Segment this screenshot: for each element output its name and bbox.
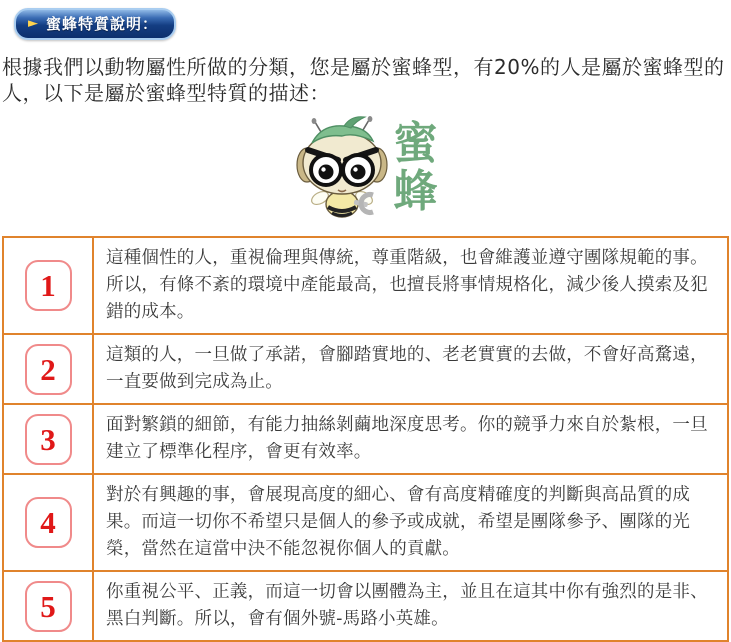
trait-row-1 — [4, 238, 727, 333]
trait-number-cell — [4, 475, 94, 570]
trait-row-4 — [4, 473, 727, 570]
trait-number-cell — [4, 238, 94, 333]
section-title: 蜜蜂特質說明： — [46, 15, 159, 33]
trait-text-1: 這種個性的人，重視倫理與傳統，尊重階級，也會維護並遵守團隊規範的事。所以，有條不紊的環境中產能最高，也擅長將事情規格化，減少後人摸索及犯錯的成本。 — [106, 248, 708, 322]
trait-row-5 — [4, 570, 727, 640]
mascot-label-char-bottom: 蜂 — [393, 166, 438, 217]
trait-number-badge-3: 3 — [25, 414, 72, 465]
section-header-badge — [14, 8, 176, 40]
trait-row-2 — [4, 333, 727, 403]
trait-row-3 — [4, 403, 727, 473]
traits-table — [2, 236, 729, 642]
play-arrow-icon: ► — [28, 16, 38, 31]
trait-text-4: 對於有興趣的事，會展現高度的細心、會有高度精確度的判斷與高品質的成果。而這一切你不希望只是個人的參予或成就，希望是團隊參予、團隊的光榮，當然在這當中決不能忽視你個人的貢獻。 — [106, 485, 691, 559]
trait-text-3: 面對繁鎖的細節，有能力抽絲剝繭地深度思考。你的競爭力來自於紮根，一旦建立了標準化程序，會更有效率。 — [106, 415, 708, 462]
mascot-label-char-top: 蜜 — [393, 118, 438, 169]
intro-paragraph: 根據我們以動物屬性所做的分類，您是屬於蜜蜂型，有20%的人是屬於蜜蜂型的人，以下是屬於蜜蜂型特質的描述： — [2, 55, 725, 105]
bee-cartoon-icon — [294, 113, 390, 223]
trait-number-cell — [4, 335, 94, 403]
mascot-block — [0, 114, 731, 222]
trait-number-badge-2: 2 — [25, 344, 72, 395]
trait-number-badge-4: 4 — [25, 497, 72, 548]
trait-number-cell — [4, 572, 94, 640]
trait-text-5: 你重視公平、正義，而這一切會以團體為主，並且在這其中你有強烈的是非、黑白判斷。所以，會有個外號-馬路小英雄。 — [106, 582, 708, 629]
mascot-label — [394, 120, 438, 216]
trait-number-cell — [4, 405, 94, 473]
trait-number-badge-1: 1 — [25, 260, 72, 311]
trait-text-2: 這類的人，一旦做了承諾，會腳踏實地的、老老實實的去做，不會好高騖遠，一直要做到完成為止。 — [106, 345, 708, 392]
trait-number-badge-5: 5 — [25, 581, 72, 632]
